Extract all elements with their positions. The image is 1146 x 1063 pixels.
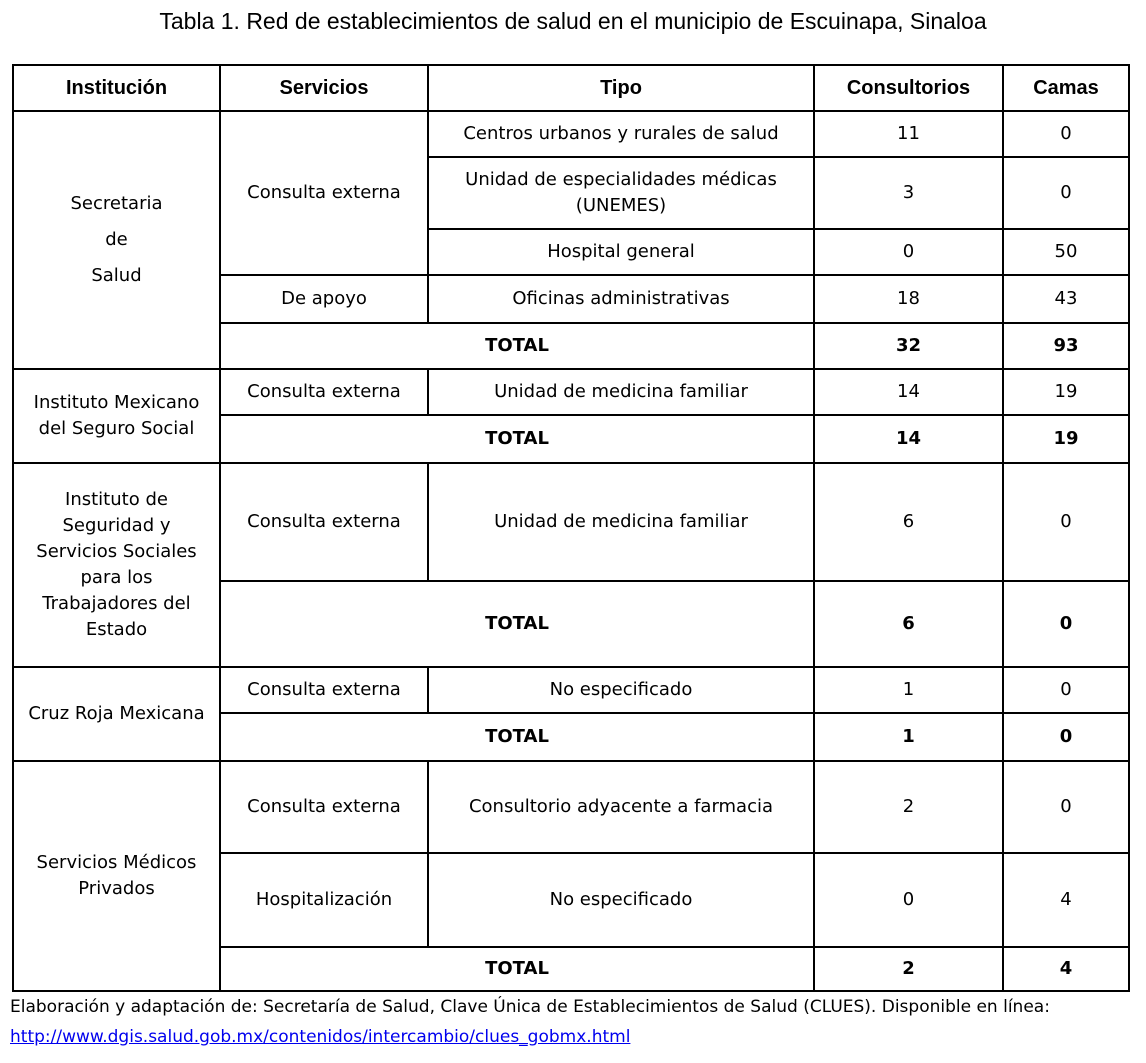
consultorios-cell: 1: [814, 667, 1003, 713]
total-label: TOTAL: [220, 323, 814, 369]
tipo-line: Unidad de especialidades médicas: [465, 169, 777, 190]
servicio-cell: Consulta externa: [220, 369, 428, 415]
total-label: TOTAL: [220, 947, 814, 991]
institution-line: Instituto Mexicano: [33, 392, 200, 413]
health-facilities-table: [12, 64, 1130, 992]
institution-cell: [13, 761, 220, 991]
consultorios-cell: 0: [814, 853, 1003, 947]
total-label: TOTAL: [220, 415, 814, 463]
total-consultorios: 14: [814, 415, 1003, 463]
institution-cell: Cruz Roja Mexicana: [13, 667, 220, 761]
camas-cell: 0: [1003, 463, 1129, 581]
camas-cell: 0: [1003, 111, 1129, 157]
header-servicios: Servicios: [220, 65, 428, 111]
institution-line: Trabajadores del: [42, 593, 191, 614]
consultorios-cell: 14: [814, 369, 1003, 415]
consultorios-cell: 2: [814, 761, 1003, 853]
source-link[interactable]: http://www.dgis.salud.gob.mx/contenidos/intercambio/clues_gobmx.html: [10, 1027, 631, 1047]
institution-line: del Seguro Social: [38, 418, 195, 439]
total-camas: 0: [1003, 581, 1129, 667]
tipo-cell: Consultorio adyacente a farmacia: [428, 761, 814, 853]
institution-line: Servicios Médicos: [36, 852, 197, 873]
total-consultorios: 1: [814, 713, 1003, 761]
header-camas: Camas: [1003, 65, 1129, 111]
consultorios-cell: 0: [814, 229, 1003, 275]
institution-line: Salud: [91, 265, 142, 286]
tipo-cell: Unidad de medicina familiar: [428, 463, 814, 581]
camas-cell: 0: [1003, 761, 1129, 853]
institution-line: Servicios Sociales: [36, 541, 197, 562]
total-camas: 19: [1003, 415, 1129, 463]
camas-cell: 0: [1003, 157, 1129, 229]
total-consultorios: 6: [814, 581, 1003, 667]
table-row: [13, 111, 1129, 157]
source-text: Elaboración y adaptación de: Secretaría de Salud, Clave Única de Establecimientos de Salud (CLUES). Disponible en línea:: [10, 997, 1050, 1017]
institution-line: de: [105, 229, 128, 250]
header-consultorios: Consultorios: [814, 65, 1003, 111]
total-camas: 93: [1003, 323, 1129, 369]
header-row: [13, 65, 1129, 111]
institution-line: Secretaria: [70, 193, 163, 214]
table-row: [13, 369, 1129, 415]
servicio-cell: Hospitalización: [220, 853, 428, 947]
institution-cell: [13, 111, 220, 369]
consultorios-cell: 18: [814, 275, 1003, 323]
total-camas: 0: [1003, 713, 1129, 761]
institution-line: para los: [80, 567, 153, 588]
camas-cell: 43: [1003, 275, 1129, 323]
servicio-cell: Consulta externa: [220, 761, 428, 853]
institution-line: Seguridad y: [62, 515, 171, 536]
servicio-cell: Consulta externa: [220, 111, 428, 275]
institution-cell: [13, 463, 220, 667]
servicio-cell: Consulta externa: [220, 463, 428, 581]
camas-cell: 4: [1003, 853, 1129, 947]
tipo-cell: [428, 157, 814, 229]
institution-cell: [13, 369, 220, 463]
table-title: Tabla 1. Red de establecimientos de salud en el municipio de Escuinapa, Sinaloa: [159, 8, 987, 34]
total-label: TOTAL: [220, 581, 814, 667]
institution-line: Privados: [78, 878, 155, 899]
camas-cell: 19: [1003, 369, 1129, 415]
tipo-cell: No especificado: [428, 667, 814, 713]
table-row: [13, 761, 1129, 853]
camas-cell: 0: [1003, 667, 1129, 713]
tipo-cell: Centros urbanos y rurales de salud: [428, 111, 814, 157]
servicio-cell: Consulta externa: [220, 667, 428, 713]
tipo-line: (UNEMES): [575, 195, 667, 216]
total-camas: 4: [1003, 947, 1129, 991]
consultorios-cell: 3: [814, 157, 1003, 229]
source-note: [10, 992, 1140, 1052]
consultorios-cell: 6: [814, 463, 1003, 581]
tipo-cell: Oficinas administrativas: [428, 275, 814, 323]
tipo-cell: Unidad de medicina familiar: [428, 369, 814, 415]
header-institucion: Institución: [13, 65, 220, 111]
institution-line: Instituto de: [65, 489, 168, 510]
servicio-cell: De apoyo: [220, 275, 428, 323]
table-row: [13, 463, 1129, 581]
institution-line: Estado: [85, 619, 148, 640]
consultorios-cell: 11: [814, 111, 1003, 157]
table-row: [13, 667, 1129, 713]
total-consultorios: 32: [814, 323, 1003, 369]
total-consultorios: 2: [814, 947, 1003, 991]
camas-cell: 50: [1003, 229, 1129, 275]
total-label: TOTAL: [220, 713, 814, 761]
tipo-cell: Hospital general: [428, 229, 814, 275]
header-tipo: Tipo: [428, 65, 814, 111]
tipo-cell: No especificado: [428, 853, 814, 947]
